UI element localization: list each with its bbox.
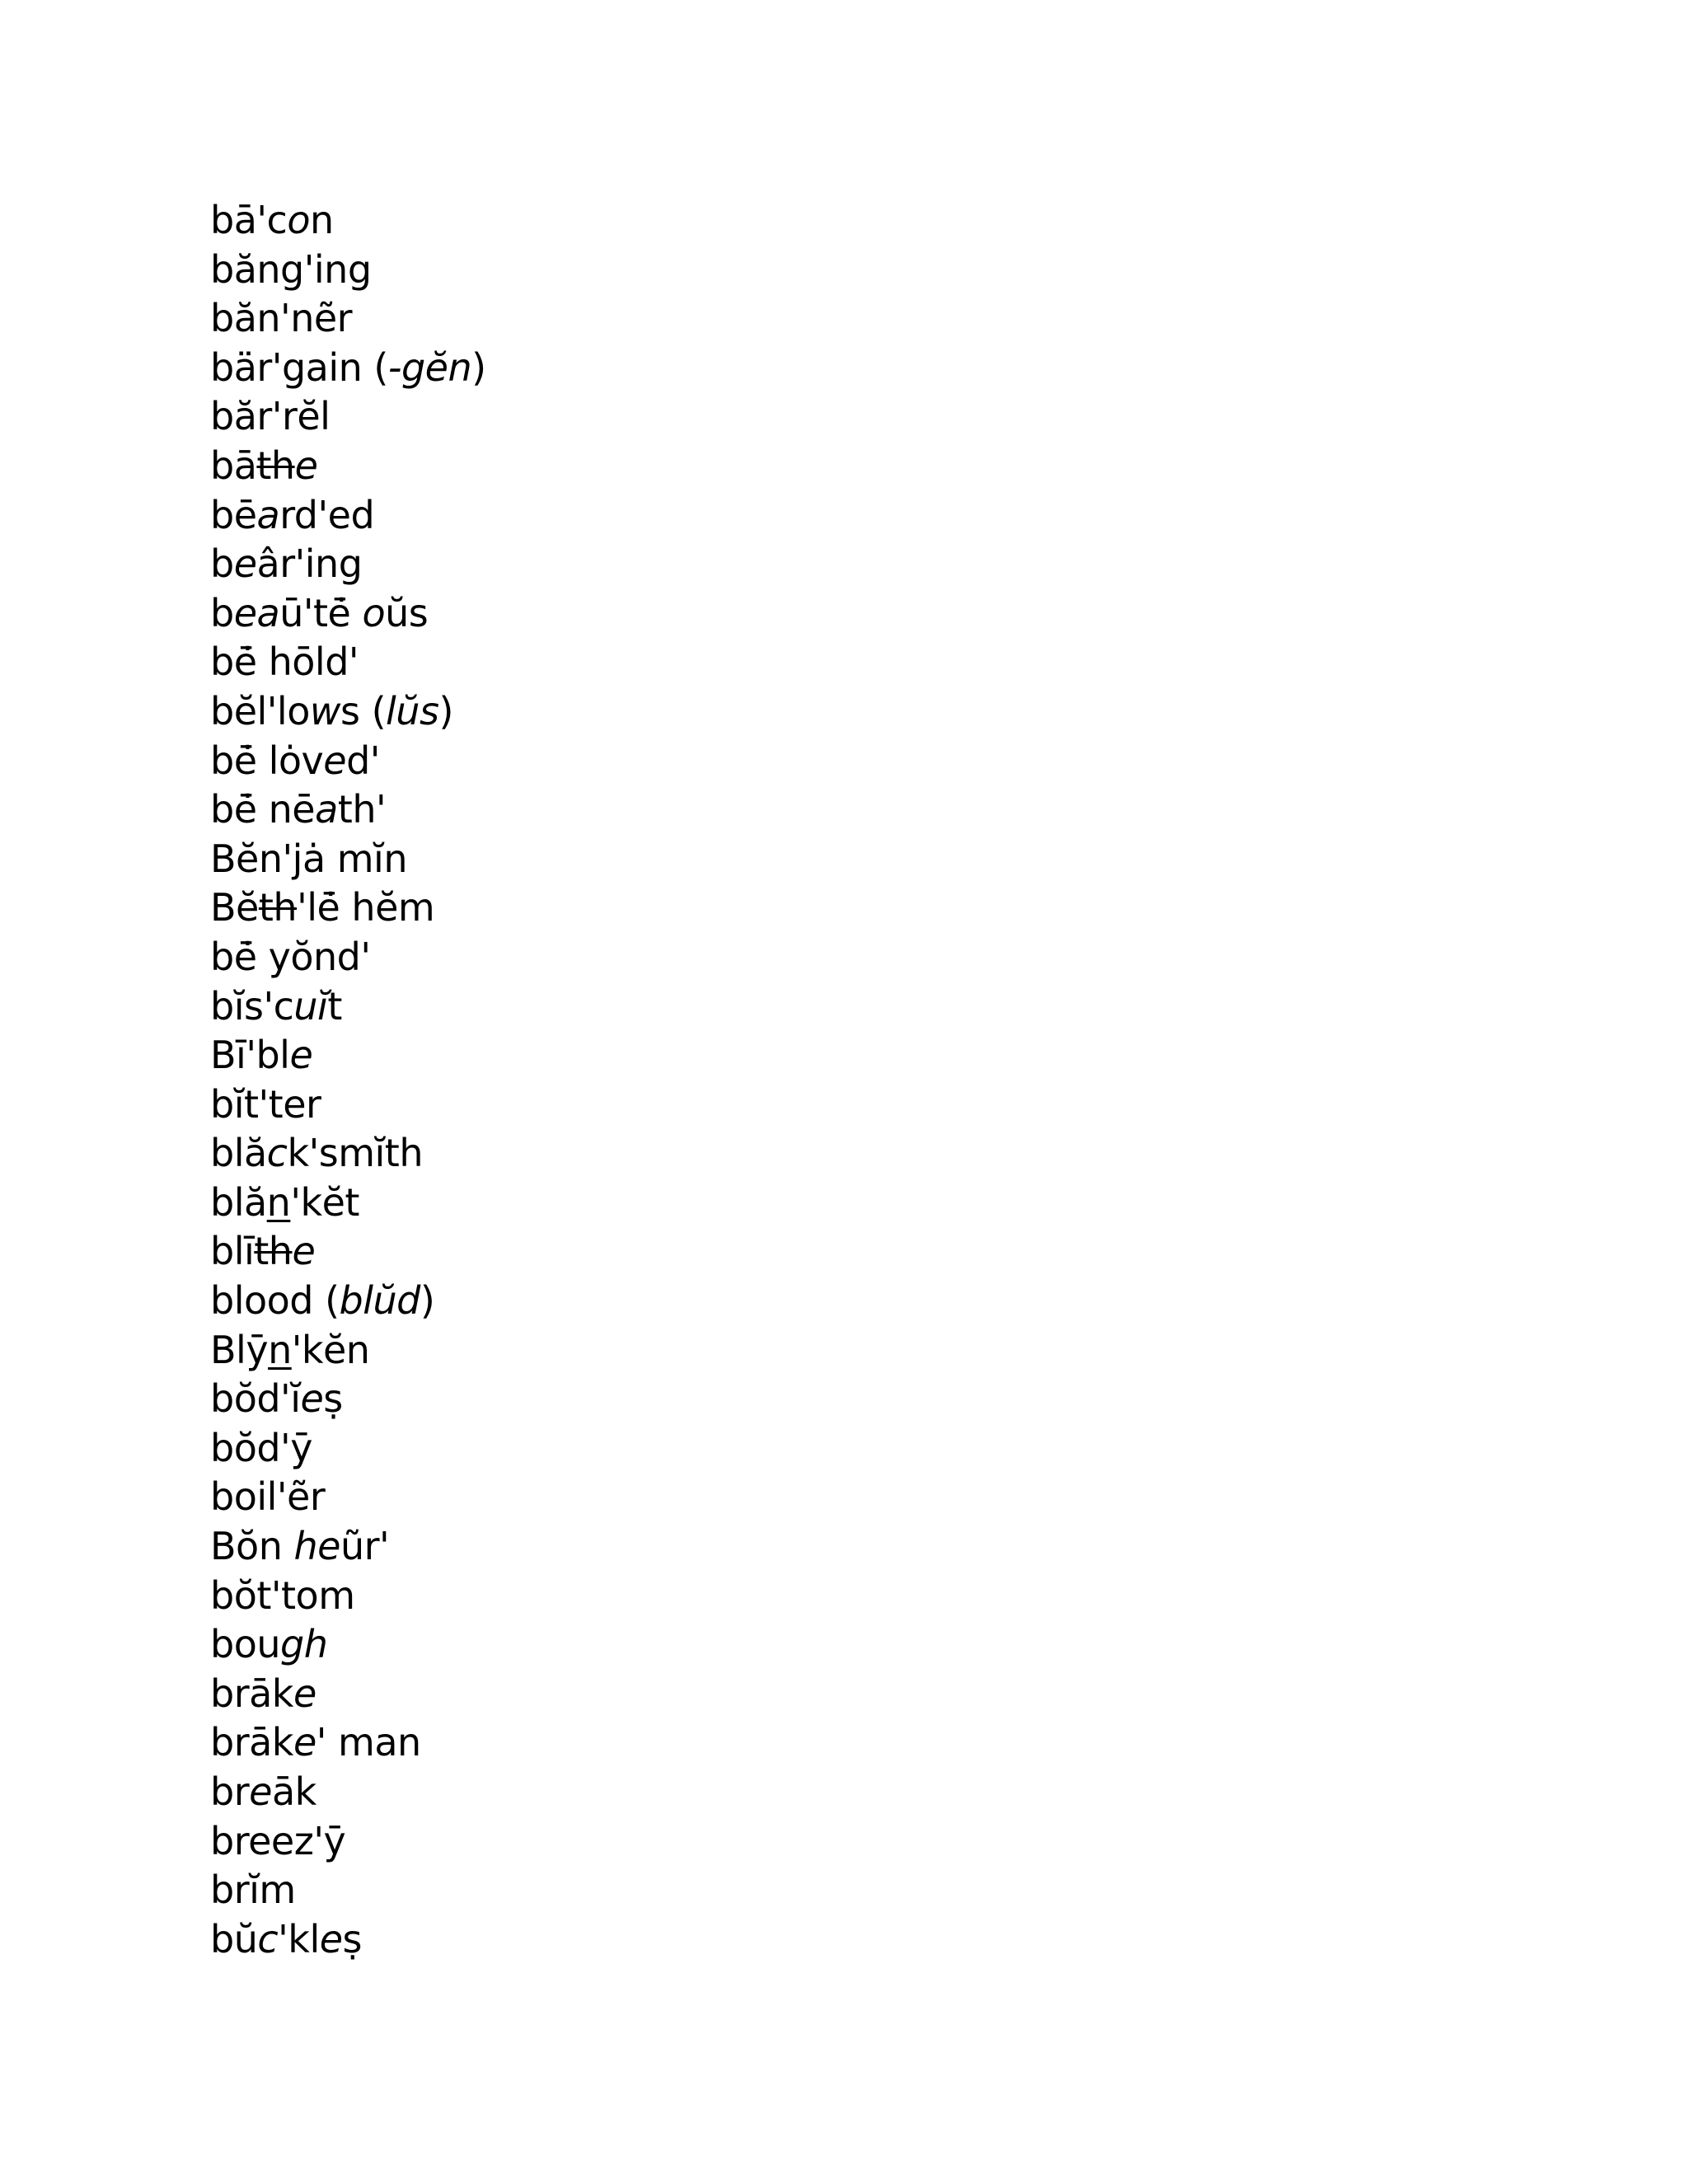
word-segment: s ( [340, 688, 387, 733]
word-segment: boil'ẽr [210, 1474, 326, 1520]
word-segment: bē̇ hōld' [210, 640, 359, 685]
word-segment: bŏt'tom [210, 1572, 355, 1618]
word-segment: bē̇ nē [210, 787, 316, 832]
word-entry [210, 785, 486, 835]
word-segment: e [293, 1671, 316, 1716]
word-segment: uĭ [293, 983, 328, 1029]
word-segment: 'kĕt [290, 1179, 359, 1225]
word-segment: Bĕn'jȧ mĭn [210, 836, 407, 881]
word-segment: brāk [210, 1671, 293, 1716]
word-segment: c [266, 1131, 288, 1176]
word-entry [210, 982, 486, 1032]
word-segment: w [309, 688, 340, 733]
word-segment: a [256, 492, 280, 537]
word-segment: n [268, 1327, 292, 1372]
word-entry [210, 933, 486, 982]
word-segment: bē̇ lȯv [210, 738, 324, 783]
word-segment: bĭs'c [210, 983, 294, 1029]
word-segment: Blȳ [210, 1327, 269, 1372]
word-segment: e [289, 1033, 313, 1078]
word-segment: 'kĕn [291, 1327, 370, 1372]
word-segment: ũr' [340, 1524, 390, 1569]
word-segment: k'smĭth [287, 1131, 423, 1176]
word-segment: th [254, 1229, 293, 1274]
word-entry [210, 835, 486, 884]
word-segment: āk [271, 1769, 316, 1814]
word-segment: bā [210, 443, 257, 488]
word-segment: a [315, 787, 338, 832]
word-entry [210, 491, 486, 541]
word-segment: ) [420, 1278, 435, 1324]
word-segment: ṣ [323, 1376, 343, 1422]
word-segment: brāk [210, 1720, 293, 1765]
word-segment: he [293, 1524, 340, 1569]
word-segment: blă [210, 1131, 267, 1176]
word-segment: bĭt'ter [210, 1081, 321, 1127]
word-segment: 'kl [278, 1916, 320, 1961]
word-segment: Bī'bl [210, 1033, 290, 1078]
word-segment: ) [438, 688, 453, 733]
word-entry [210, 1718, 486, 1768]
word-segment: t [327, 983, 342, 1029]
word-segment: blood ( [210, 1278, 340, 1324]
word-entry [210, 1670, 486, 1719]
word-entry [210, 589, 486, 639]
word-entry [210, 737, 486, 786]
word-segment: ea [233, 590, 280, 635]
word-segment: o [362, 590, 386, 635]
word-segment: th [258, 885, 298, 930]
word-segment: o [287, 198, 310, 242]
word-entry [210, 1768, 486, 1817]
word-segment: bē [210, 492, 257, 537]
word-segment: brĭm [210, 1868, 296, 1913]
word-segment: e [292, 1229, 316, 1274]
word-segment: blŭd [339, 1278, 420, 1324]
word-segment: gh [280, 1622, 328, 1667]
word-segment: th [256, 443, 295, 488]
word-segment: ṣ [342, 1916, 363, 1961]
word-entry [210, 294, 486, 344]
word-segment: e [293, 1720, 316, 1765]
word-entry [210, 540, 486, 589]
word-segment: âr'ing [256, 541, 363, 587]
word-entry [210, 1572, 486, 1621]
word-entry [210, 344, 486, 393]
word-entry [210, 246, 486, 295]
word-segment: bŭ [210, 1916, 258, 1961]
word-segment: 'lē̇ hĕm [297, 885, 435, 930]
word-segment: e [249, 1769, 272, 1814]
word-entry [210, 1326, 486, 1376]
word-entry [210, 638, 486, 687]
word-entry [210, 1129, 486, 1179]
word-entry [210, 1866, 486, 1915]
word-segment: bĕl'lo [210, 688, 310, 733]
word-entry [210, 1817, 486, 1867]
word-segment: e [233, 541, 257, 587]
word-segment: n [309, 198, 334, 242]
word-segment: br [210, 1769, 250, 1814]
word-entry [210, 883, 486, 933]
word-segment: ū'tē̇ [279, 590, 363, 635]
word-segment: -gĕn [387, 344, 472, 390]
word-segment: breez'ȳ [210, 1818, 346, 1863]
word-segment: bē̇ yŏnd' [210, 934, 371, 979]
word-segment: blī [210, 1229, 255, 1274]
word-segment: b [210, 590, 234, 635]
word-segment: th' [337, 787, 387, 832]
word-entry [210, 1915, 486, 1965]
word-segment: e [294, 443, 318, 488]
word-segment: lŭs [386, 688, 439, 733]
word-segment: Bŏn [210, 1524, 294, 1569]
word-entry [210, 1522, 486, 1572]
word-segment: b [210, 541, 234, 587]
word-segment: bŏd'ĭ [210, 1376, 301, 1422]
word-segment: bou [210, 1622, 280, 1667]
word-segment: bŏd'ȳ [210, 1425, 312, 1470]
word-segment: e [319, 1916, 343, 1961]
word-entry [210, 392, 486, 442]
word-entry [210, 1277, 486, 1326]
pronunciation-word-list [210, 196, 486, 1964]
word-entry [210, 442, 486, 491]
word-segment: e [323, 738, 347, 783]
word-segment: ŭs [385, 590, 429, 635]
word-segment: blă [210, 1179, 267, 1225]
word-segment: rd'ed [279, 492, 375, 537]
word-entry [210, 196, 486, 246]
word-segment: băr'rĕl [210, 394, 331, 439]
word-segment: e [300, 1376, 324, 1422]
word-segment: bär'gain ( [210, 344, 388, 390]
word-segment: ' man [316, 1720, 421, 1765]
word-entry [210, 1031, 486, 1080]
word-entry [210, 1227, 486, 1277]
word-segment: băn'nẽr [210, 296, 353, 341]
word-entry [210, 687, 486, 737]
word-entry [210, 1473, 486, 1522]
word-entry [210, 1375, 486, 1424]
word-entry [210, 1179, 486, 1228]
word-segment: ) [471, 344, 486, 390]
word-segment: d' [346, 738, 380, 783]
word-entry [210, 1620, 486, 1670]
word-segment: bā'c [210, 198, 288, 242]
word-segment: c [257, 1916, 279, 1961]
word-segment: băng'ing [210, 246, 372, 292]
word-segment: n [266, 1179, 291, 1225]
word-segment: Bĕ [210, 885, 259, 930]
word-entry [210, 1424, 486, 1474]
word-entry [210, 1080, 486, 1130]
